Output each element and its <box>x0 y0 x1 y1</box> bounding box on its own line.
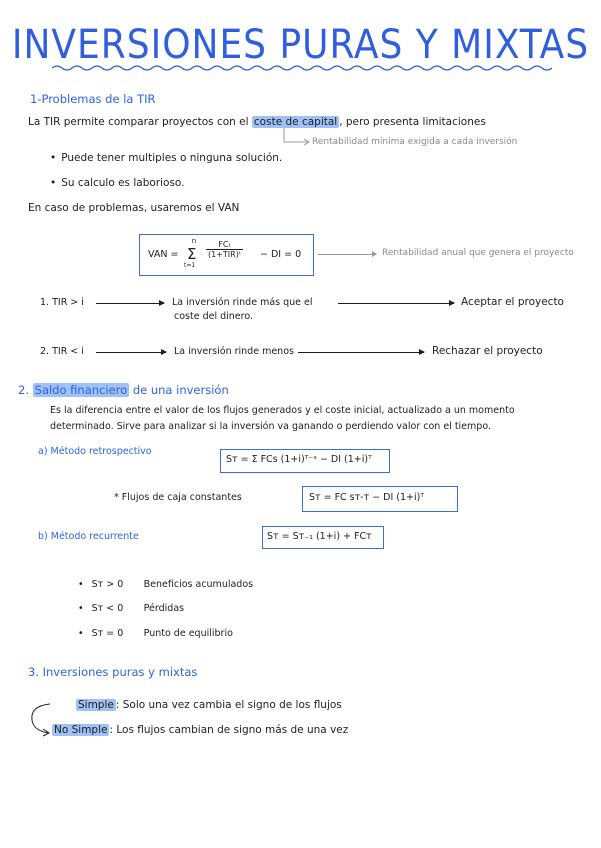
section2-para-line2: determinado. Sirve para analizar si la inversión va ganando o perdiendo valor con el tiempo. <box>50 421 491 432</box>
case1-arrow-1 <box>96 303 164 304</box>
page-title: INVERSIONES PURAS Y MIXTAS <box>11 22 590 68</box>
saldo-financiero-highlight: Saldo financiero <box>34 383 128 397</box>
case2-desc: La inversión rinde menos <box>174 346 294 357</box>
van-formula-box: VAN = n Σ t=1 $\frac{\text{FCₜ}}{\text{(1+TIR)ᵗ}}$ − DI = 0 <box>139 234 314 276</box>
simple-highlight: Simple <box>78 699 114 711</box>
case2-arrow-1 <box>96 352 166 353</box>
nosimple-highlight: No Simple <box>54 724 108 736</box>
case2-arrow-2 <box>298 352 424 353</box>
formula-b-box: Sт = Sт₋₁ (1+i) + FCт <box>262 526 384 549</box>
result-item-negative: • Sт < 0 Pérdidas <box>78 603 184 614</box>
limitation-bullet-2: • Su calculo es laborioso. <box>50 177 185 189</box>
simple-definition: Simple : Solo una vez cambia el signo de los flujos <box>78 699 342 711</box>
constant-flows-label: * Flujos de caja constantes <box>114 492 242 503</box>
coste-capital-note: Rentabilidad mínima exigida a cada inversión <box>312 137 518 147</box>
section1-intro: La TIR permite comparar proyectos con el coste de capital , pero presenta limitaciones <box>28 116 486 128</box>
nosimple-definition: No Simple : Los flujos cambian de signo más de una vez <box>54 724 349 736</box>
method-a-heading: a) Método retrospectivo <box>38 446 152 457</box>
case1-result: Aceptar el proyecto <box>461 296 564 308</box>
case1-desc-line1: La inversión rinde más que el <box>172 297 313 308</box>
section2-para-line1: Es la diferencia entre el valor de los flujos generados y el coste inicial, actualizado a un momento <box>50 405 515 416</box>
curved-arrow-icon <box>28 700 54 742</box>
van-transition-text: En caso de problemas, usaremos el VAN <box>28 202 240 214</box>
section1-heading: 1-Problemas de la TIR <box>30 92 156 106</box>
title-underline-squiggle <box>52 64 552 72</box>
note-connector-icon <box>282 128 312 150</box>
van-note: Rentabilidad anual que genera el proyecto <box>382 248 574 258</box>
van-note-arrow <box>318 254 376 255</box>
case2-result: Rechazar el proyecto <box>432 345 543 357</box>
formula-constant-box: Sт = FC sт-т − DI (1+i)ᵀ <box>302 486 458 512</box>
case1-label: 1. TIR > i <box>40 297 84 308</box>
case2-label: 2. TIR < i <box>40 346 84 357</box>
limitation-bullet-1: • Puede tener multiples o ninguna solución. <box>50 152 282 164</box>
section3-heading: 3. Inversiones puras y mixtas <box>28 665 198 679</box>
result-item-zero: • Sт = 0 Punto de equilibrio <box>78 628 233 639</box>
result-item-positive: • Sт > 0 Beneficios acumulados <box>78 579 253 590</box>
case1-desc-line2: coste del dinero. <box>174 311 254 322</box>
case1-arrow-2 <box>338 303 454 304</box>
section2-heading: 2. Saldo financiero de una inversión <box>18 383 229 397</box>
formula-a-box: Sт = Σ FCs (1+i)ᵀ⁻ˢ − DI (1+i)ᵀ <box>220 449 390 473</box>
method-b-heading: b) Método recurrente <box>38 531 139 542</box>
coste-capital-highlight: coste de capital <box>253 116 338 128</box>
